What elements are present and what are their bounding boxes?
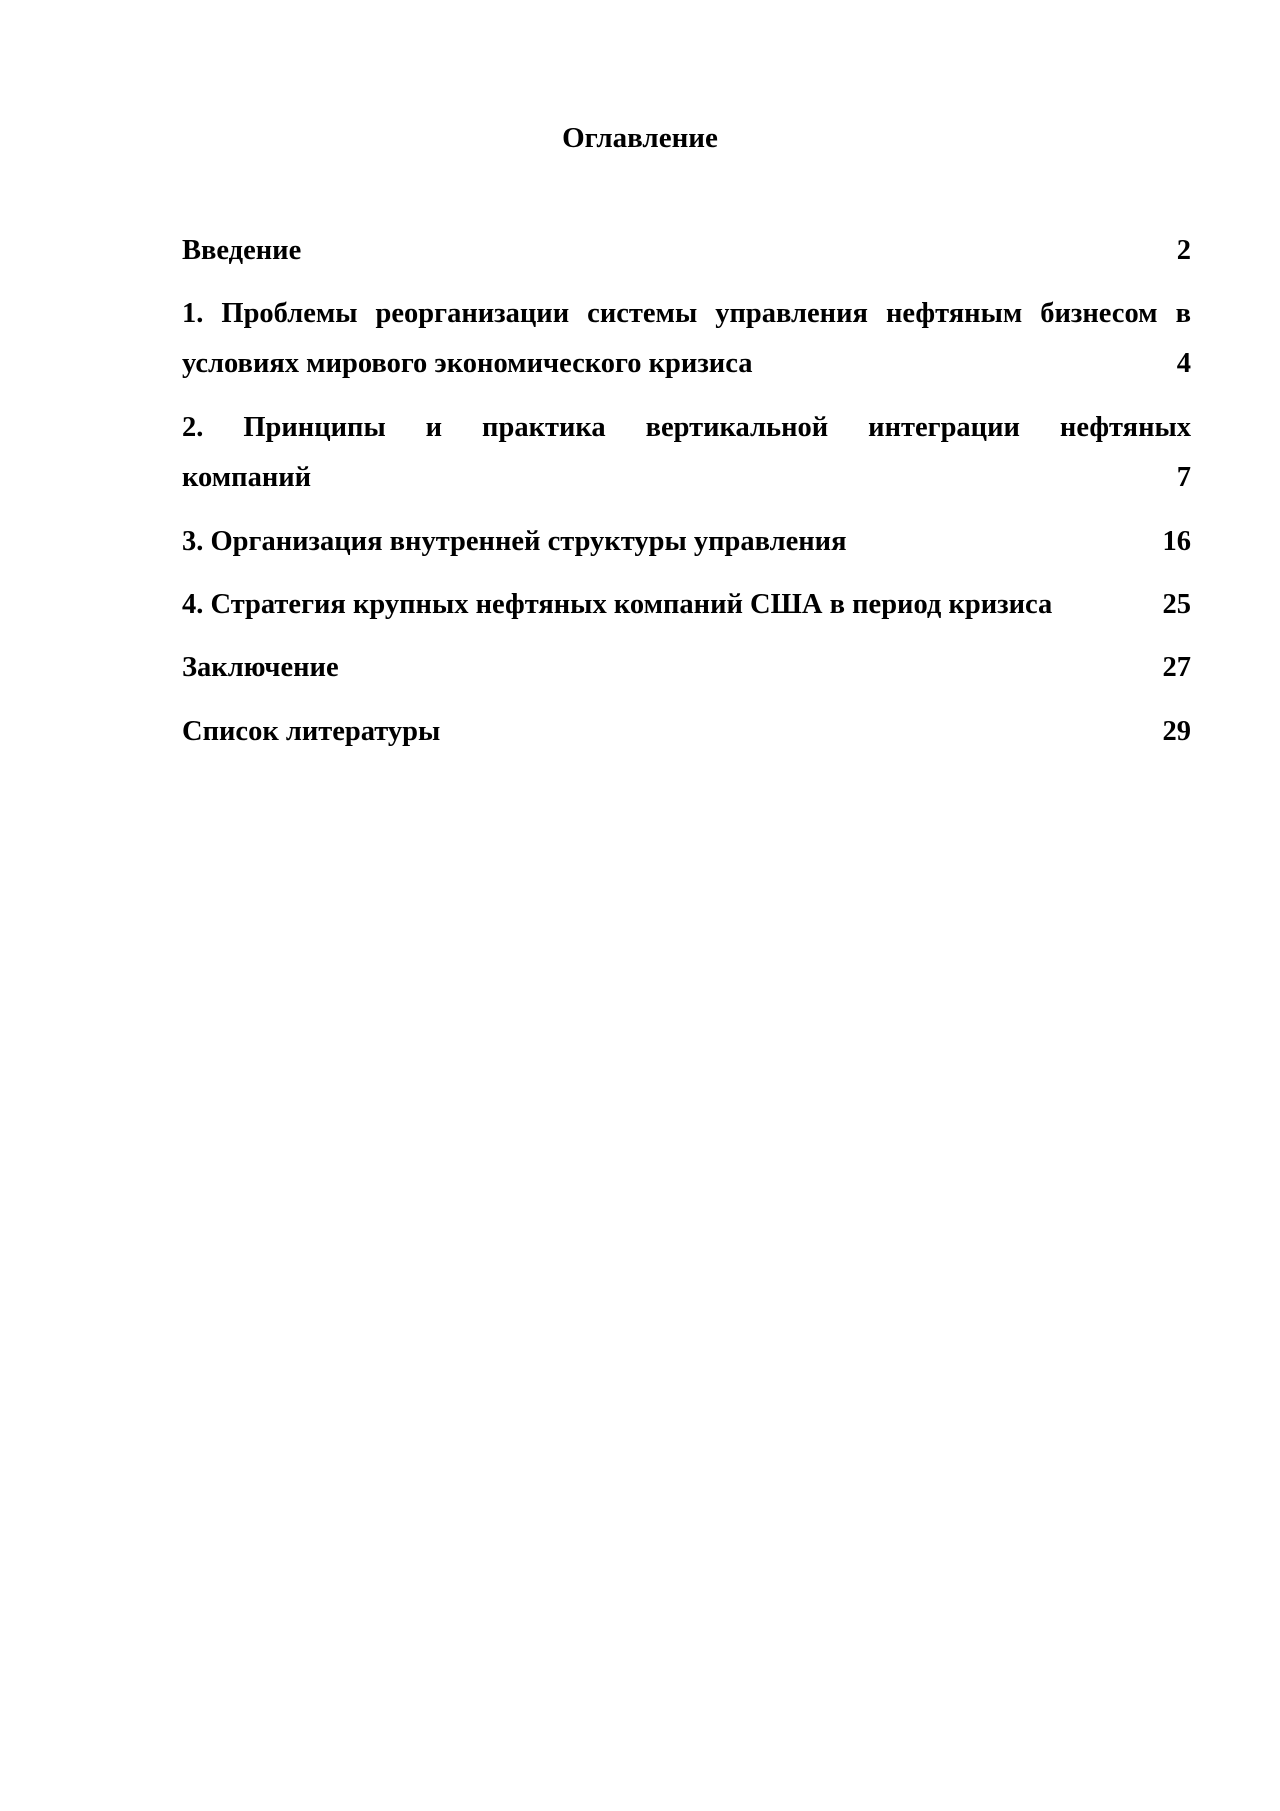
toc-page-number: 29 — [1162, 716, 1191, 747]
toc-entry-label-line-1: 1. Проблемы реорганизации системы управления нефтяным бизнесом в — [182, 298, 1191, 329]
page-title: Оглавление — [562, 122, 718, 154]
toc-entry-conclusion — [182, 643, 1191, 693]
toc-entry-chapter-1 — [182, 289, 1191, 389]
toc-page-number: 16 — [1162, 526, 1191, 557]
toc-entry-label-line-2: компаний — [182, 462, 312, 493]
toc-page-number: 7 — [1176, 462, 1191, 493]
toc-entry-chapter-2 — [182, 403, 1191, 503]
toc-page-number: 27 — [1162, 652, 1191, 683]
toc-page-number: 25 — [1162, 589, 1191, 620]
toc-entry-label: Заключение — [182, 652, 339, 683]
toc-entry-label: Введение — [182, 235, 302, 266]
toc-entry-label-line-1: 2. Принципы и практика вертикальной интеграции нефтяных — [182, 412, 1191, 443]
toc-entry-label: 3. Организация внутренней структуры управления — [182, 526, 847, 557]
toc-entry-bibliography — [182, 707, 1191, 757]
toc-entry-chapter-4 — [182, 580, 1191, 630]
toc-entry-label-line-2: условиях мирового экономического кризиса — [182, 348, 753, 379]
toc-entry-introduction — [182, 226, 1191, 276]
toc-entry-chapter-3 — [182, 517, 1191, 567]
toc-page-number: 2 — [1176, 235, 1191, 266]
toc-entry-label: 4. Стратегия крупных нефтяных компаний США в период кризиса — [182, 589, 1053, 620]
toc-page-number: 4 — [1176, 348, 1191, 379]
toc-entry-label: Список литературы — [182, 716, 441, 747]
